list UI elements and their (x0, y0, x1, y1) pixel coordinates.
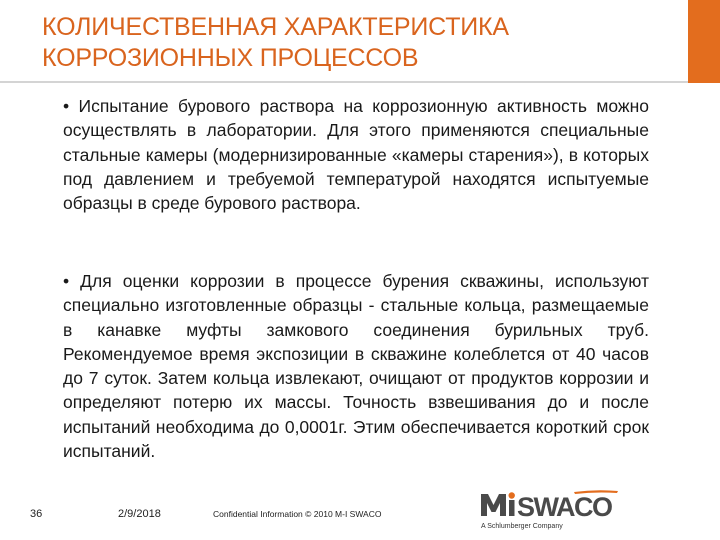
title-divider (0, 81, 688, 83)
confidential-notice: Confidential Information © 2010 M-I SWACO (213, 509, 382, 519)
bullet-paragraph-2: • Для оценки коррозии в процессе бурения скважины, используют специально изготовленные образцы - стальные кольца, размещаемые в канавке муфты замкового соединения бурильных труб. Рекомендуемое время экспозиции в скважине колеблется от 40 часов до 7 суток. Затем кольца извлекают, очищают от продуктов коррозии и определяют потерю их массы. Точность взвешивания до и после испытаний необходима до 0,0001г. Этим обеспечивается короткий срок испытаний. (63, 271, 649, 462)
slide-title-line-1: КОЛИЧЕСТВЕННАЯ ХАРАКТЕРИСТИКА (42, 13, 509, 41)
logo-dot-icon (509, 492, 515, 498)
slide-title (42, 12, 602, 74)
bullet-paragraph-1: • Испытание бурового раствора на коррозионную активность можно осуществлять в лаборатории. Для этого применяются специальные стальные камеры (модернизированные «камеры старения»), в которых под давлением и требуемой температурой находятся испытуемые образцы в среде бурового раствора. (63, 96, 649, 214)
slide-number: 36 (30, 508, 43, 520)
svg-text:SWACO: SWACO (517, 492, 612, 522)
miswaco-wordmark (481, 490, 618, 522)
miswaco-logo (478, 488, 620, 532)
logo-tagline: A Schlumberger Company (481, 523, 563, 530)
header-accent-bar (688, 0, 720, 83)
slide-title-line-2: КОРРОЗИОННЫХ ПРОЦЕССОВ (42, 44, 419, 72)
slide-date: 2/9/2018 (118, 508, 161, 520)
